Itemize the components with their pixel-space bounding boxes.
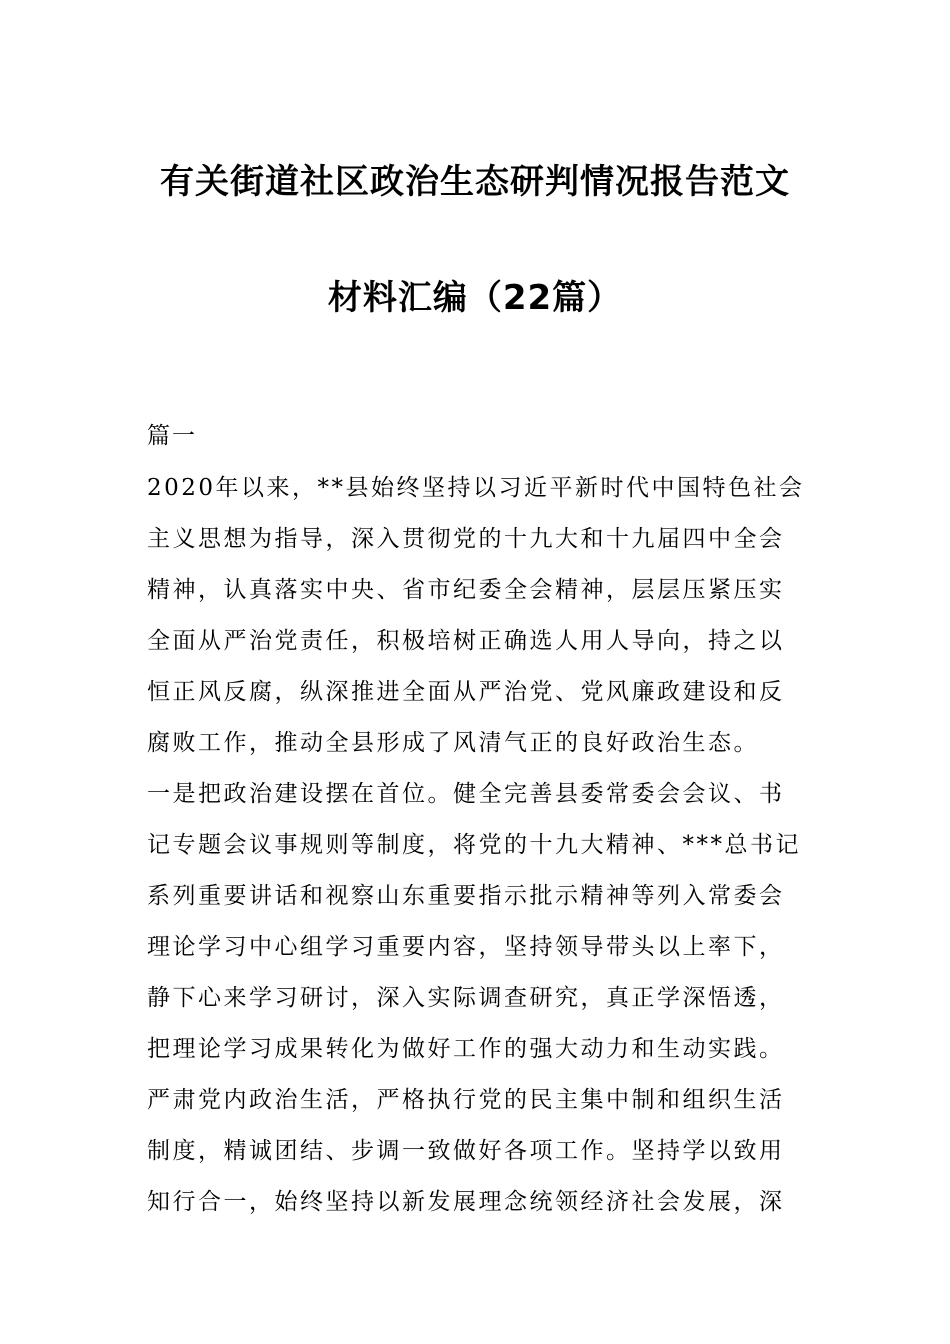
document-title-line-2: 材料汇编（22篇） bbox=[327, 278, 623, 318]
section-label: 篇一 bbox=[147, 423, 197, 449]
body-line: 把理论学习成果转化为做好工作的强大动力和生动实践。 bbox=[147, 1036, 785, 1062]
body-line: 全面从严治党责任，积极培树正确选人用人导向，持之以 bbox=[147, 628, 785, 654]
body-line: 理论学习中心组学习重要内容，坚持领导带头以上率下， bbox=[147, 934, 785, 960]
body-line: 严肃党内政治生活，严格执行党的民主集中制和组织生活 bbox=[147, 1087, 785, 1113]
body-line: 知行合一，始终坚持以新发展理念统领经济社会发展，深 bbox=[147, 1189, 785, 1215]
body-line: 腐败工作，推动全县形成了风清气正的良好政治生态。 bbox=[147, 730, 759, 756]
body-line: 系列重要讲话和视察山东重要指示批示精神等列入常委会 bbox=[147, 883, 785, 909]
body-line: 静下心来学习研讨，深入实际调查研究，真正学深悟透， bbox=[147, 985, 785, 1011]
body-line: 2020年以来，**县始终坚持以习近平新时代中国特色社会 bbox=[147, 475, 805, 501]
body-line: 一是把政治建设摆在首位。健全完善县委常委会会议、书 bbox=[147, 781, 785, 807]
body-line: 恒正风反腐，纵深推进全面从严治党、党风廉政建设和反 bbox=[147, 679, 785, 705]
document-body bbox=[147, 463, 807, 1228]
document-title-line-1: 有关街道社区政治生态研判情况报告范文 bbox=[160, 162, 790, 202]
body-line: 主义思想为指导，深入贯彻党的十九大和十九届四中全会 bbox=[147, 526, 785, 552]
body-line: 记专题会议事规则等制度，将党的十九大精神、***总书记 bbox=[147, 832, 801, 858]
body-line: 制度，精诚团结、步调一致做好各项工作。坚持学以致用 bbox=[147, 1138, 785, 1164]
body-line: 精神，认真落实中央、省市纪委全会精神，层层压紧压实 bbox=[147, 577, 785, 603]
